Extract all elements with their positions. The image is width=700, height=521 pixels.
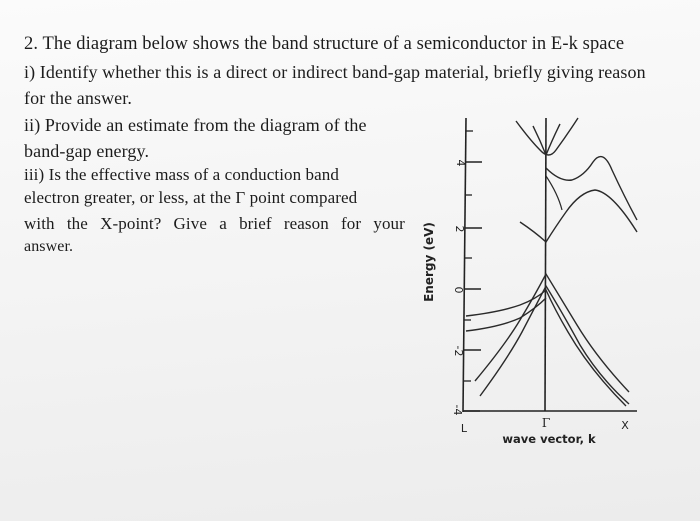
tick-label-4: 4	[454, 159, 467, 167]
part3-line3-word: Give	[173, 214, 207, 233]
part3-line3-word: for	[341, 214, 362, 233]
part3-line3-word: with	[24, 214, 55, 233]
energy-axis-label: Energy (eV)	[422, 222, 436, 302]
part3-line3-word: your	[373, 214, 405, 233]
part3-line4: answer.	[24, 238, 74, 255]
conduction-band-5	[546, 176, 562, 210]
k-axis-label: wave vector, k	[502, 432, 596, 446]
gamma-line	[545, 118, 546, 411]
conduction-band-4	[520, 190, 637, 242]
part3-line3-word: a	[219, 214, 227, 233]
x-point-L: L	[460, 422, 468, 435]
tick-label-2: 2	[453, 225, 466, 233]
part3-line3-word: the	[66, 214, 88, 233]
part3-line3-word: reason	[283, 214, 329, 233]
tick-label-0: 0	[452, 286, 465, 294]
tick-label-m2: -2	[452, 345, 465, 357]
conduction-band-2	[516, 118, 578, 155]
part3-line1: iii) Is the effective mass of a conduction band	[24, 165, 340, 184]
conduction-band-3	[546, 157, 637, 220]
part3-line3-word: brief	[239, 214, 272, 233]
valence-band-1	[475, 274, 629, 392]
question-number: 2.	[24, 34, 39, 54]
part1-line1: i) Identify whether this is a direct or indirect band-gap material, briefly giving reason	[24, 62, 646, 82]
question-title-text: The diagram below shows the band structure of a semiconductor in E-k space	[42, 34, 625, 54]
part1-line2: for the answer.	[24, 88, 132, 108]
part3-line2: electron greater, or less, at the Γ point compared	[24, 188, 358, 207]
part2-line2: band-gap energy.	[24, 141, 150, 161]
x-point-X: X	[621, 419, 629, 432]
x-point-gamma: Γ	[541, 416, 551, 430]
tick-label-m4: -4	[451, 404, 464, 416]
part3-line3-word: X-point?	[100, 214, 162, 233]
part2-line1: ii) Provide an estimate from the diagram of the	[24, 115, 367, 135]
